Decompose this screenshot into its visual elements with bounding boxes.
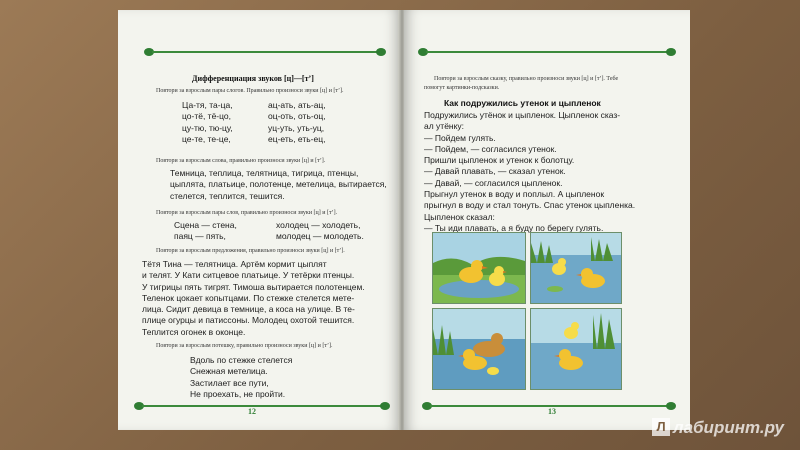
- instruction: Повтори за взрослым слова, правильно произноси звуки [ц] и [т’].: [156, 158, 326, 164]
- story-title: Как подружились утенок и цыпленок: [444, 98, 601, 108]
- story-text: Подружились утёнок и цыпленок. Цыпленок сказ- ал утёнку: — Пойдем гулять. — Пойдем, — согласился утенок. Пришли цыпленок и утенок к болотцу. — Давай плавать, — сказал утенок. — Давай, — согласился цыпленок. Прыгнул утенок в воду и поплыл. А цыпленок прыгнул в воду и стал тонуть. Спас утенок цыпленка. Цыпленок сказал: — Ты иди плавать, а я буду по берегу гулять.: [424, 110, 636, 233]
- page-title: Дифференциация звуков [ц]—[т’]: [192, 74, 314, 83]
- watermark-text: лабиринт.ру: [673, 418, 784, 437]
- duckling-rescue-icon: [433, 309, 525, 389]
- illustration-rescue: [432, 308, 526, 390]
- instruction: Повтори за взрослым пары слогов. Правильно произноси звуки [ц] и [т’].: [156, 88, 344, 94]
- page-number: 13: [548, 407, 556, 416]
- instruction-cont: помогут картинки-подсказки.: [424, 85, 500, 91]
- word-list: Темница, теплица, телятница, тигрица, птенцы, цыплята, платьице, полотенце, метелица, вытирается, стелется, теплится, тешится.: [170, 168, 387, 201]
- duckling-chick-walking-icon: [433, 233, 525, 303]
- rule-dot-right: [666, 48, 676, 56]
- instruction: Повтори за взрослым пары слов, правильно произноси звуки [ц] и [т’].: [156, 210, 338, 216]
- instruction: Повтори за взрослым предложения, правильно произноси звуки [ц] и [т’].: [156, 248, 345, 254]
- open-book: [118, 10, 690, 430]
- illustration-shore: [530, 308, 622, 390]
- illustration-pond: [530, 232, 622, 304]
- duckling-pond-icon: [531, 233, 621, 303]
- bottom-rule: [142, 405, 384, 407]
- instruction: Повтори за взрослым сказку, правильно произноси звуки [ц] и [т’]. Тебе: [434, 76, 619, 82]
- illustration-walk: [432, 232, 526, 304]
- page-number: 12: [248, 407, 256, 416]
- poem: Вдоль по стежке стелется Снежная метелица. Застилает все пути, Не проехать, не пройти.: [190, 355, 293, 399]
- sentences: Тётя Тина — телятница. Артём кормит цыплят и телят. У Кати ситцевое платьице. У тетёрки птенцы. У тигрицы пять тигрят. Тимоша вытирается полотенцем. Теленок цокает копытцами. По стежке стелется мете- лица. Сидит девица в темнице, а коса на улице. В те- плице огурцы и патиссоны. Молодец охотой тешится. Теплится огонек в оконце.: [142, 259, 365, 337]
- word-pairs-b: холодец — холодеть, молодец — молодеть.: [276, 220, 364, 242]
- syllables-column-a: Ца-тя, та-ца, цо-тё, тё-цо, цу-тю, тю-цу, це-те, те-це,: [182, 100, 233, 144]
- top-rule: [426, 51, 668, 53]
- rule-dot-right: [380, 402, 390, 410]
- top-rule: [152, 51, 378, 53]
- left-page: [118, 10, 400, 430]
- duckling-shore-icon: [531, 309, 621, 389]
- right-page: [404, 10, 690, 430]
- word-pairs-a: Сцена — стена, паяц — пять,: [174, 220, 237, 242]
- labirint-watermark: [652, 418, 784, 438]
- rule-dot-right: [376, 48, 386, 56]
- labirint-logo-icon: Л: [652, 418, 670, 436]
- rule-dot-right: [666, 402, 676, 410]
- instruction: Повтори за взрослым потешку, правильно произноси звуки [ц] и [т’].: [156, 343, 333, 349]
- syllables-column-b: ац-ать, ать-ац, оц-оть, оть-оц, уц-уть, уть-уц, ец-еть, еть-ец,: [268, 100, 326, 144]
